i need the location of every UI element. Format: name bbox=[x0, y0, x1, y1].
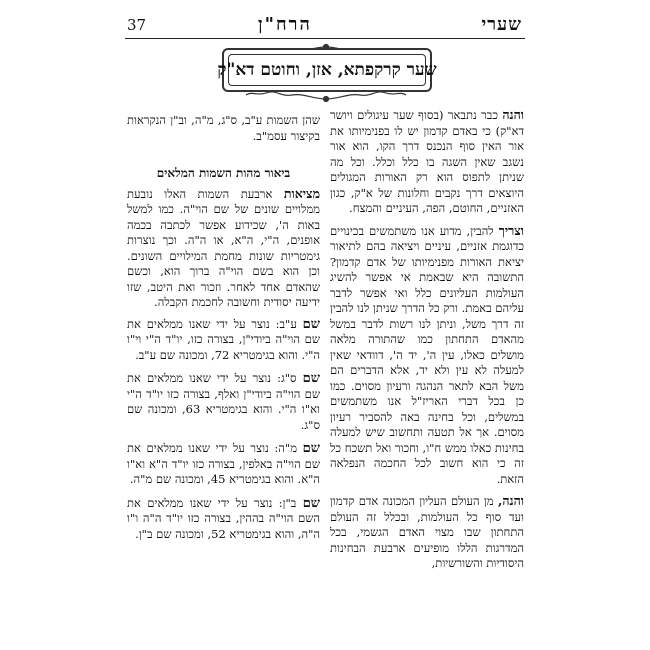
paragraph-text: ארבעת השמות האלו נובעת ממלויים שונים של שם הוי"ה. כמו למשל באות ה', שכידוע אפשר לכתבה בכמה אופנים, ה"י, ה"א, או ה"ה. וכך נוצרות גימטריות שונות מחמת המילויים השונים. וכן הוא בשם הוי"ה ברוך הוא, וכשם שהאדם אחד לאחר. וזכור ואת היטב, שזו ידיעה יסודית וחשובה לחכמת הקבלה. bbox=[127, 186, 320, 309]
right-text-column bbox=[330, 107, 524, 578]
name-entry-text: ב"ן: נוצר על ידי שאנו ממלאים את השם הוי"ה בההין, בצורה כזו יו"ד ה"ה ו"ו ה"ה, והוא בגימטריא 52, ומכונה שם ב"ן. bbox=[127, 495, 320, 541]
chapter-title: שער קרקפתא, אזן, וחוטם דא"ק bbox=[217, 60, 437, 80]
name-entry-lead: שם bbox=[302, 371, 320, 386]
name-entry-text: ס"ג: נוצר על ידי שאנו ממלאים את שם הוי"ה ביודי"ן ואלף, בצורה כזו יו"ד ה"י וא"ו ה"י. והוא בגימטריא 63, ומכונה שם ס"ג. bbox=[127, 371, 320, 432]
paragraph bbox=[330, 107, 524, 217]
paragraph bbox=[330, 223, 524, 488]
name-entry bbox=[127, 317, 320, 364]
name-entry-text: מ"ה: נוצר על ידי שאנו ממלאים את שם הוי"ה באלפין, בצורה כזו יו"ד ה"א וא"ו ה"א. והוא בגימטריא 45, ומכונה שם מ"ה. bbox=[127, 441, 320, 486]
paragraph-lead-word: וצריך bbox=[498, 222, 524, 238]
paragraph-text: להבין, מדוע אנו משתמשים בכינויים כדוגמת אזניים, עיניים ויציאה בהם לתיאור יציאת האורות מפנימיותו של אדם קדמון? התשובה היא שבאמת אי אפשר להשיג העולמות העליונים כלל ואי אפשר לדבר עליהם באמת. ורק כל הדרך שניתן לנו להבין זה דרך משל, וניתן לנו רשות לדבר במשל מהאדם התחתון כמו שהתורה מלאה מושלים כאלו, עין ה', יד ה', דוודאי שאין למעלה לא עין ולא יד, אלא הדברים הם משל הבא לתאר הנהגה ורעיון מסוים. כמו כן בכל דברי האריז"ל אנו משתמשים במשלים, וכל בחינה באה להסביר רעיון מסוים. אך אל תטעה ותחשוב שיש למעלה בחינות כאלו ממש ח"ו, וחכור ואל תשכח כל זה כי הוא חשוב לכל החכמה הנפלאה הזאת. bbox=[330, 223, 524, 486]
running-title-right: שערי bbox=[481, 14, 522, 35]
name-entry-text: ע"ב: נוצר על ידי שאנו ממלאים את שם הוי"ה ביודי"ן, בצורה כזו, יו"ד ה"י וי"ו ה"י. והוא בגימטריא 72, ומכונה שם ע"ב. bbox=[127, 316, 320, 362]
running-title-center: הרח"ן bbox=[258, 14, 312, 35]
paragraph-lead-word: והנה, bbox=[498, 493, 525, 508]
running-header bbox=[0, 14, 650, 38]
left-text-column bbox=[127, 113, 320, 550]
name-entry bbox=[127, 496, 320, 543]
paragraph-lead-word: מציאות bbox=[283, 185, 320, 201]
section-heading: ביאור מהות השמות המלאים bbox=[156, 166, 291, 180]
paragraph bbox=[330, 493, 524, 572]
paragraph-text: מן העולם העליון המכונה אדם קדמון ועד סוף כל העולמות, ובכלל זה העולם התחתון שבו מצוי האדם הגשמי, בכל המדרגות הללו מופיעים ארבעת הבחינות היסודיות והשורשיות, bbox=[330, 494, 524, 570]
name-entry-lead: שם bbox=[302, 495, 321, 511]
column-top-text: שהן השמות ע"ב, ס"ג, מ"ה, וב"ן הנקראות בקיצור עסמ"ב. bbox=[127, 113, 320, 143]
paragraph bbox=[127, 186, 320, 311]
paragraph-text: כבר נתבאר (בסוף שער עיגולים ויושר דא"ק) כי באדם קדמון יש לו בפנימיותו את אור האין סוף הנכנס דרך הקו, הוא אור נשגב שאין השגה בו כלל וכלל. וכל מה שניתן לתפוס הוא רק האורות המגולים היוצאים דרך נקבים וחלונות של א"ק, כגון האזניים, החוטם, הפה, העיניים והמצח. bbox=[330, 108, 524, 215]
name-entry bbox=[127, 441, 320, 488]
page-number: 37 bbox=[127, 16, 147, 34]
header-rule bbox=[125, 38, 525, 39]
paragraph-lead-word: והנה bbox=[502, 107, 525, 122]
name-entry-lead: שם bbox=[302, 441, 320, 456]
name-entry-lead: שם bbox=[302, 316, 320, 332]
name-entry bbox=[127, 371, 320, 433]
chapter-title-frame bbox=[217, 48, 437, 92]
